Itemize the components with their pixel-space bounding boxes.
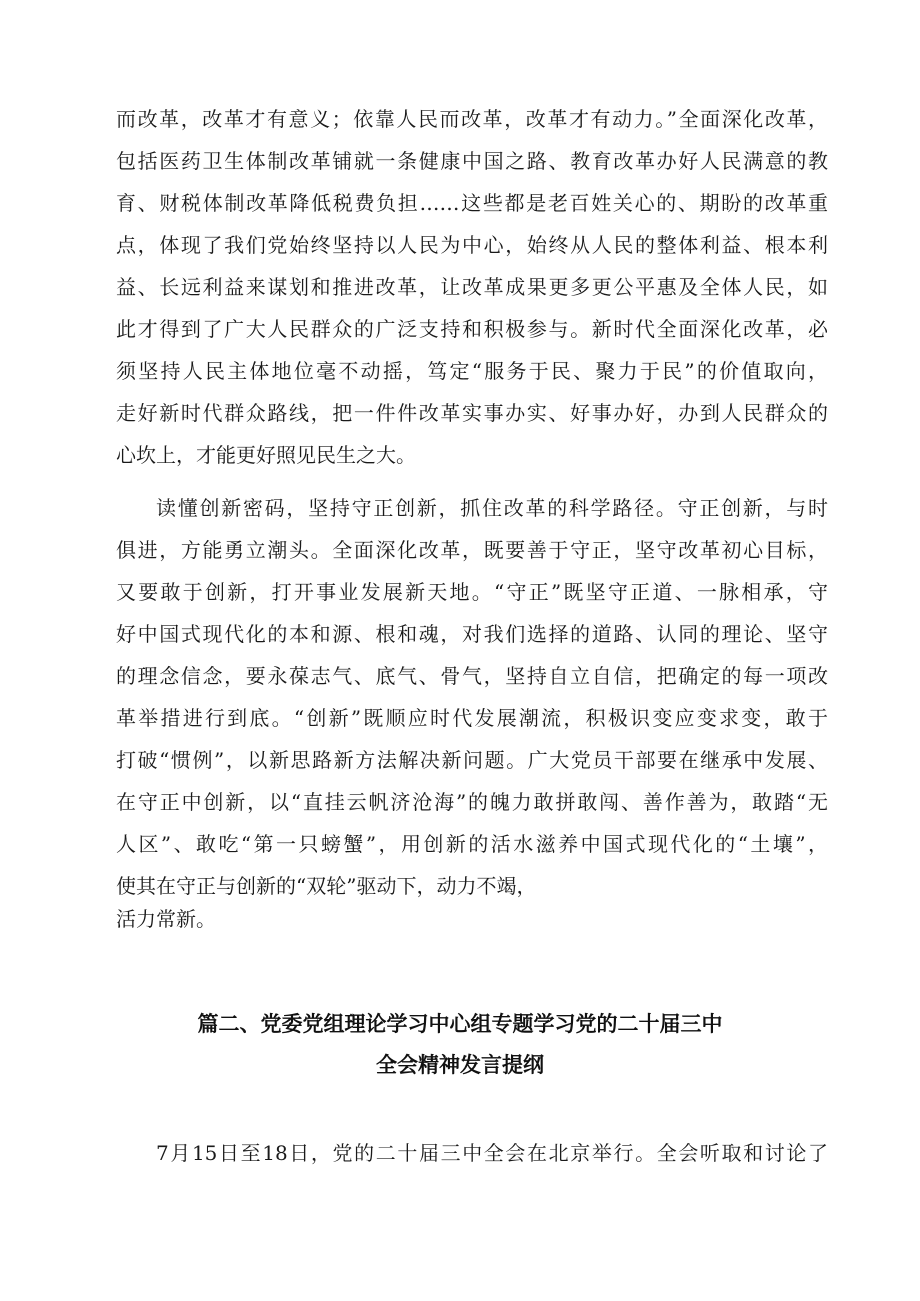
paragraph-line: 革举措进行到底。“创新”既顺应时代发展潮流，积极识变应变求变，敢于 [116, 706, 828, 730]
paragraph-line: 好中国式现代化的本和源、根和魂，对我们选择的道路、认同的理论、坚守 [116, 622, 828, 646]
paragraph-line: 人区”、敢吃“第一只螃蟹”，用创新的活水滋养中国式现代化的“土壤”， [116, 832, 828, 856]
paragraph-line: 此才得到了广大人民群众的广泛支持和积极参与。新时代全面深化改革，必 [116, 317, 828, 341]
paragraph-line: 育、财税体制改革降低税费负担……这些都是老百姓关心的、期盼的改革重 [116, 191, 828, 215]
paragraph-line: 益、长远利益来谋划和推进改革，让改革成果更多更公平惠及全体人民，如 [116, 275, 828, 299]
paragraph-line: 又要敢于创新，打开事业发展新天地。“守正”既坚守正道、一脉相承，守 [116, 580, 828, 604]
paragraph-line: 走好新时代群众路线，把一件件改革实事办实、好事办好，办到人民群众的 [116, 401, 828, 425]
paragraph-line: 俱进，方能勇立潮头。全面深化改革，既要善于守正，坚守改革初心目标， [116, 538, 828, 562]
paragraph-line: 使其在守正与创新的“双轮”驱动下，动力不竭， [116, 874, 537, 898]
paragraph-line: 须坚持人民主体地位毫不动摇，笃定“服务于民、聚力于民”的价值取向， [116, 359, 828, 383]
paragraph-line: 打破“惯例”，以新思路新方法解决新问题。广大党员干部要在继承中发展、 [116, 748, 828, 772]
paragraph-line: 读懂创新密码，坚持守正创新，抓住改革的科学路径。守正创新，与时 [156, 496, 828, 520]
section-title-line2: 全会精神发言提纲 [376, 1053, 544, 1077]
paragraph-line: 而改革，改革才有意义；依靠人民而改革，改革才有动力。”全面深化改革， [116, 107, 828, 131]
paragraph-line: 活力常新。 [116, 907, 216, 931]
paragraph-line: 的理念信念，要永葆志气、底气、骨气，坚持自立自信，把确定的每一项改 [116, 664, 828, 688]
paragraph-line: 在守正中创新，以“直挂云帆济沧海”的魄力敢拼敢闯、善作善为，敢踏“无 [116, 790, 828, 814]
paragraph-line: 心坎上，才能更好照见民生之大。 [116, 443, 416, 467]
section-title-line1: 篇二、党委党组理论学习中心组专题学习党的二十届三中 [197, 1012, 723, 1036]
paragraph-line: 包括医药卫生体制改革铺就一条健康中国之路、教育改革办好人民满意的教 [116, 149, 828, 173]
paragraph-line: 点，体现了我们党始终坚持以人民为中心，始终从人民的整体利益、根本利 [116, 233, 828, 257]
paragraph-line: 7月15日至18日，党的二十届三中全会在北京举行。全会听取和讨论了 [156, 1141, 828, 1165]
